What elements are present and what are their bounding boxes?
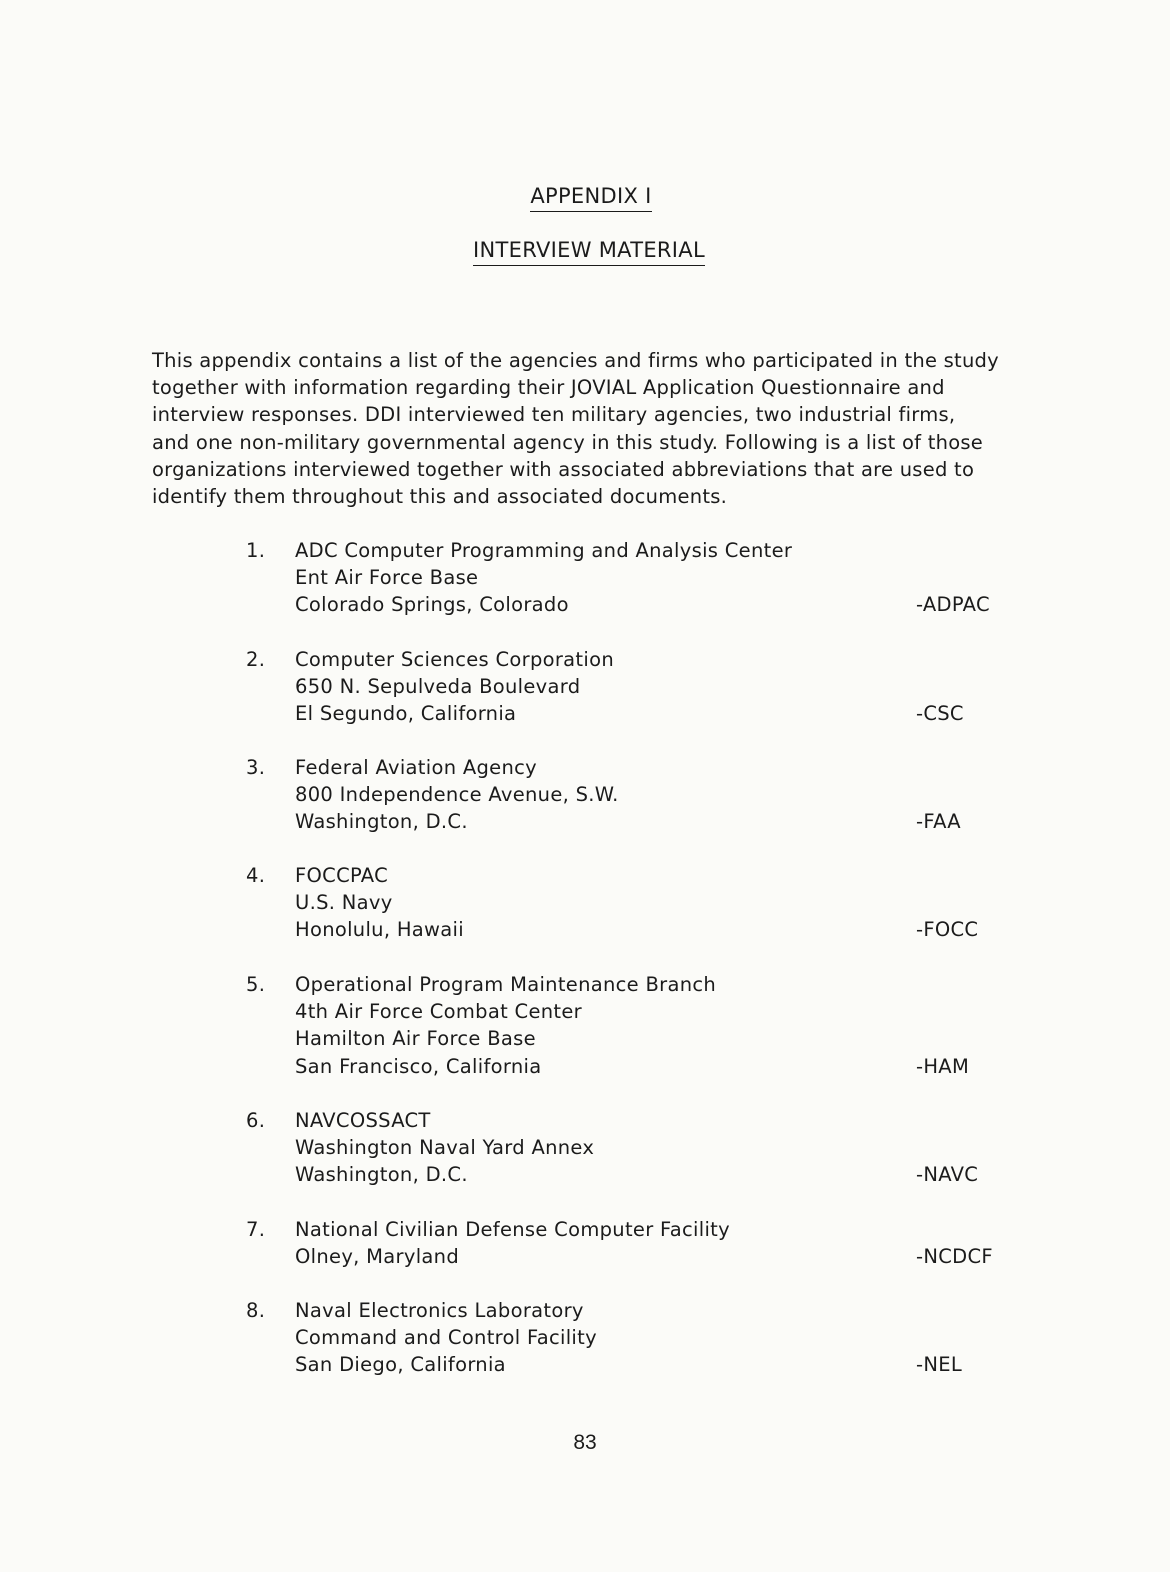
entry-line: Hamilton Air Force Base	[295, 1027, 536, 1051]
entry-line: 800 Independence Avenue, S.W.	[295, 783, 619, 807]
entry-line: Computer Sciences Corporation	[295, 648, 614, 671]
entry-line: Naval Electronics Laboratory	[295, 1299, 584, 1322]
entry-address	[295, 1107, 855, 1189]
entry-line: Command and Control Facility	[295, 1326, 597, 1350]
entry-line: Washington, D.C.	[295, 1163, 468, 1187]
entry-address	[295, 1297, 855, 1379]
entry-line: Washington, D.C.	[295, 810, 468, 834]
entry-line: Colorado Springs, Colorado	[295, 593, 569, 617]
intro-line: identify them throughout this and associated documents.	[152, 485, 728, 509]
entry-abbreviation: -HAM	[916, 1054, 970, 1078]
entry-address	[295, 1216, 855, 1270]
page-number: 83	[573, 1431, 597, 1454]
section-title	[4, 238, 1170, 266]
section-title-text: INTERVIEW MATERIAL	[473, 238, 705, 266]
entry-address	[295, 971, 855, 1080]
entry-abbreviation: -ADPAC	[916, 593, 990, 617]
entry-line: Operational Program Maintenance Branch	[295, 973, 717, 996]
appendix-title-text: APPENDIX I	[530, 184, 651, 212]
entry-line: U.S. Navy	[295, 891, 393, 915]
intro-line: organizations interviewed together with associated abbreviations that are used to	[152, 457, 975, 481]
entry-line: National Civilian Defense Computer Facility	[295, 1218, 730, 1241]
entry-number: 3.	[246, 756, 266, 779]
entry-line: ADC Computer Programming and Analysis Center	[295, 539, 793, 562]
entry-number: 1.	[246, 539, 266, 562]
entry-line: 650 N. Sepulveda Boulevard	[295, 675, 581, 699]
entry-abbreviation: -NEL	[916, 1353, 963, 1377]
entry-line: Washington Naval Yard Annex	[295, 1136, 595, 1160]
entry-abbreviation: -NAVC	[916, 1163, 979, 1187]
entry-address	[295, 537, 855, 619]
entry-number: 8.	[246, 1299, 266, 1322]
intro-line: and one non-military governmental agency in this study. Following is a list of those	[152, 430, 984, 454]
entry-line: Honolulu, Hawaii	[295, 918, 464, 942]
entry-line: FOCCPAC	[295, 864, 389, 887]
intro-paragraph	[152, 347, 1052, 510]
entry-line: NAVCOSSACT	[295, 1109, 431, 1132]
entry-abbreviation: -FOCC	[916, 918, 979, 942]
intro-line: interview responses. DDI interviewed ten military agencies, two industrial firms,	[152, 403, 956, 427]
appendix-title	[6, 184, 1170, 212]
entry-abbreviation: -CSC	[916, 702, 964, 726]
entry-address	[295, 754, 855, 836]
intro-line: This appendix contains a list of the agencies and firms who participated in the study	[152, 349, 999, 372]
entry-number: 2.	[246, 648, 266, 671]
entry-line: Ent Air Force Base	[295, 566, 479, 590]
entry-number: 5.	[246, 973, 266, 996]
entry-line: 4th Air Force Combat Center	[295, 1000, 582, 1024]
entry-number: 4.	[246, 864, 266, 887]
entry-address	[295, 646, 855, 728]
entry-abbreviation: -NCDCF	[916, 1245, 993, 1269]
entry-line: Federal Aviation Agency	[295, 756, 537, 779]
entry-line: San Francisco, California	[295, 1054, 542, 1078]
intro-line: together with information regarding their JOVIAL Application Questionnaire and	[152, 376, 945, 400]
entry-line: El Segundo, California	[295, 702, 517, 726]
entry-number: 6.	[246, 1109, 266, 1132]
entry-number: 7.	[246, 1218, 266, 1241]
entry-line: San Diego, California	[295, 1353, 506, 1377]
entry-address	[295, 862, 855, 944]
entry-line: Olney, Maryland	[295, 1245, 459, 1269]
entry-abbreviation: -FAA	[916, 810, 961, 834]
